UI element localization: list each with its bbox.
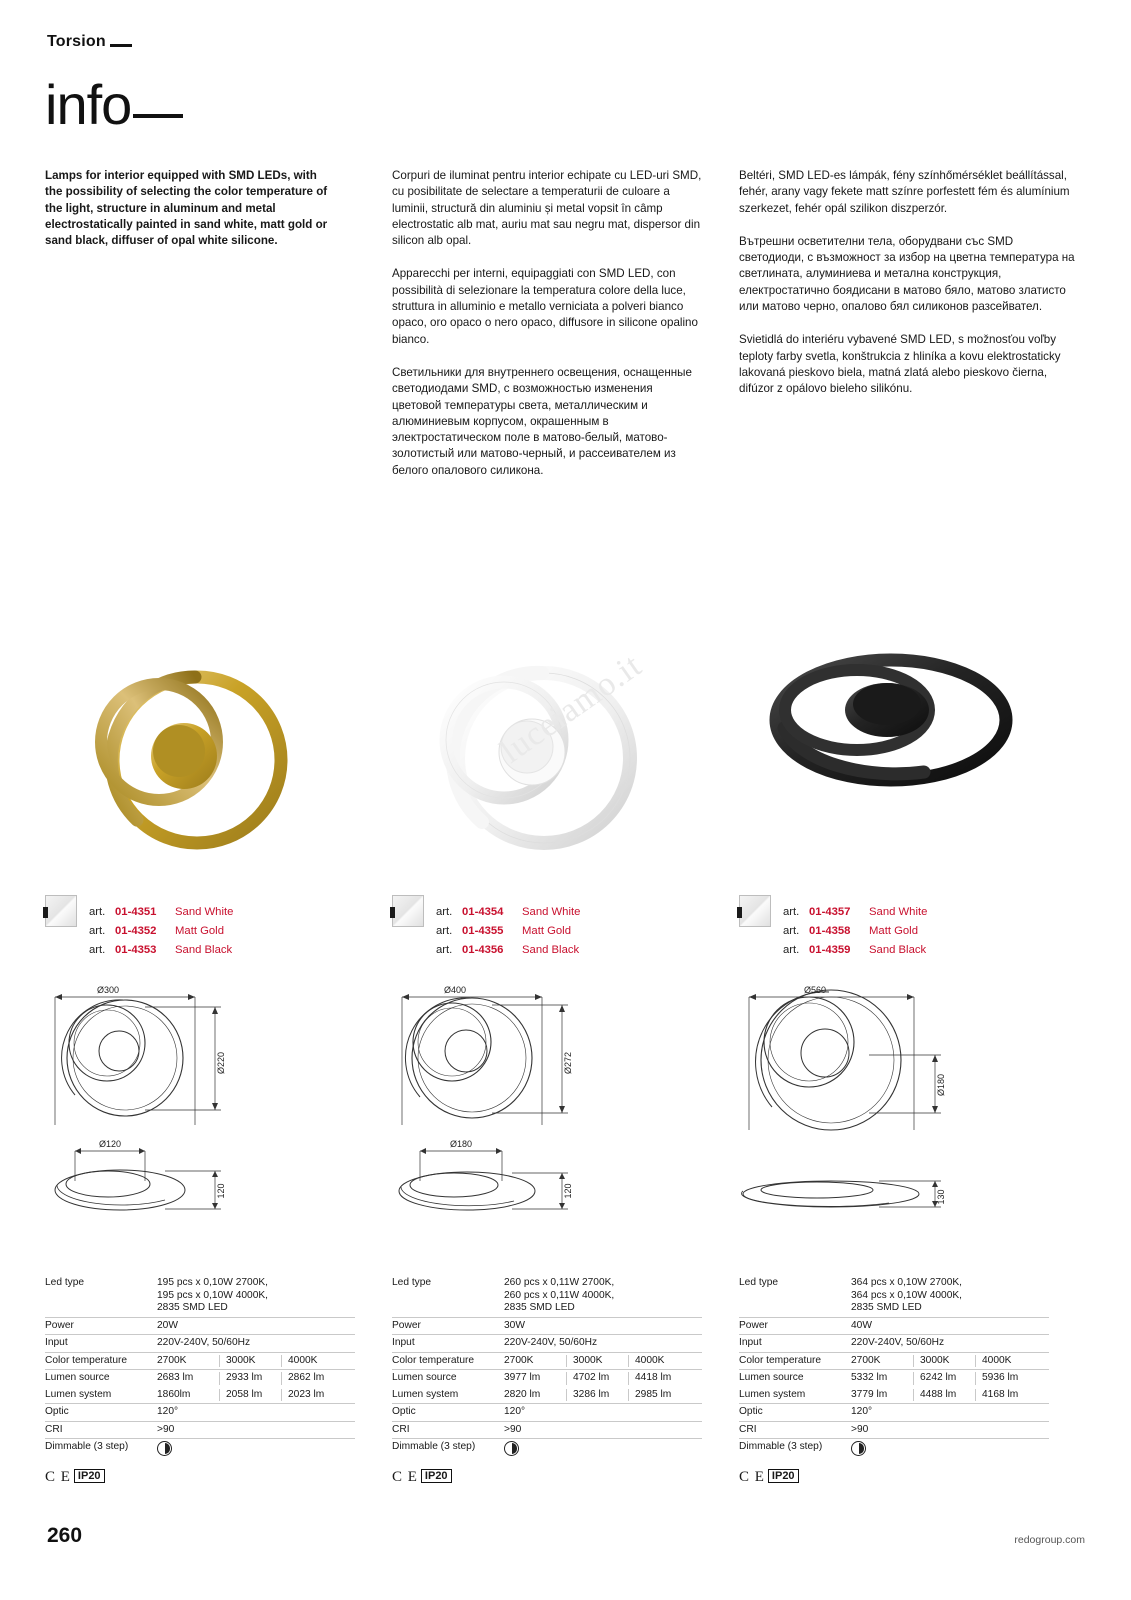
art-label: art. bbox=[89, 925, 106, 937]
lumen-system-value: 2058 lm bbox=[219, 1389, 281, 1402]
spec-value: >90 bbox=[851, 1421, 1049, 1439]
lumen-system-value: 4168 lm bbox=[975, 1389, 1037, 1402]
art-finish: Sand Black bbox=[522, 944, 580, 956]
art-code: 01-4356 bbox=[462, 944, 504, 956]
description-paragraph: Apparecchi per interni, equipaggiati con SMD LED, con possibilità di selezionare la temperatura colore della luce, struttura in alluminio e metallo verniciata a polveri bianco opaco, oro opaco o nero opaco, diffusore in silicone opalino bianco. bbox=[392, 267, 698, 346]
brand-dash bbox=[110, 44, 132, 47]
led-type-line: 364 pcs x 0,10W 4000K, bbox=[851, 1289, 962, 1301]
art-label: art. bbox=[89, 944, 106, 956]
dim-label: Ø560 bbox=[803, 985, 827, 995]
art-code: 01-4358 bbox=[809, 925, 851, 937]
spec-label: Led type bbox=[392, 1275, 504, 1317]
lumen-source-value: 2933 lm bbox=[219, 1372, 281, 1385]
color-temp-value: 2700K bbox=[504, 1354, 534, 1366]
spec-label: CRI bbox=[392, 1421, 504, 1439]
lumen-system-value: 2985 lm bbox=[628, 1389, 690, 1402]
spec-value: 40W bbox=[851, 1317, 1049, 1335]
dim-label: Ø180 bbox=[936, 1073, 946, 1097]
art-finish: Sand White bbox=[175, 906, 234, 918]
dim-label: Ø300 bbox=[96, 985, 120, 995]
lumen-system-value: 3779 lm bbox=[851, 1388, 888, 1400]
spec-value bbox=[504, 1387, 702, 1404]
spec-label: Color temperature bbox=[45, 1352, 157, 1370]
art-code-row bbox=[89, 922, 233, 941]
lumen-system-value: 2023 lm bbox=[281, 1389, 343, 1402]
spec-value bbox=[157, 1275, 355, 1317]
spec-label: Optic bbox=[45, 1404, 157, 1422]
finish-swatch-icon bbox=[45, 895, 77, 927]
spec-value bbox=[851, 1275, 1049, 1317]
lumen-source-value: 6242 lm bbox=[913, 1372, 975, 1385]
spec-row-power bbox=[45, 1317, 355, 1335]
lumen-system-value: 2820 lm bbox=[504, 1388, 541, 1400]
spec-value bbox=[851, 1352, 1049, 1370]
dimmable-icon bbox=[504, 1441, 519, 1456]
spec-value: 20W bbox=[157, 1317, 355, 1335]
certification-marks bbox=[392, 1469, 702, 1486]
finish-swatch-icon bbox=[392, 895, 424, 927]
dim-label: Ø120 bbox=[98, 1139, 122, 1149]
art-finish: Matt Gold bbox=[869, 925, 918, 937]
spec-value bbox=[157, 1387, 355, 1404]
spec-label: Led type bbox=[739, 1275, 851, 1317]
spec-label: Optic bbox=[392, 1404, 504, 1422]
dim-label: 130 bbox=[936, 1189, 946, 1205]
spec-row-dimmable bbox=[392, 1439, 702, 1460]
art-finish: Sand White bbox=[869, 906, 928, 918]
spec-value bbox=[851, 1439, 1049, 1460]
art-finish: Matt Gold bbox=[522, 925, 571, 937]
spec-row-led-type bbox=[739, 1275, 1049, 1317]
spec-table-product-3 bbox=[739, 1275, 1049, 1486]
spec-label: Color temperature bbox=[392, 1352, 504, 1370]
product-image-black bbox=[739, 600, 1039, 890]
led-type-line: 2835 SMD LED bbox=[504, 1302, 575, 1313]
lumen-source-value: 4418 lm bbox=[628, 1372, 690, 1385]
art-finish: Matt Gold bbox=[175, 925, 224, 937]
ip-rating: IP20 bbox=[421, 1469, 452, 1483]
spec-row-optic bbox=[45, 1404, 355, 1422]
ip-rating: IP20 bbox=[74, 1469, 105, 1483]
ip-rating: IP20 bbox=[768, 1469, 799, 1483]
description-column-en bbox=[45, 168, 335, 264]
spec-label: Optic bbox=[739, 1404, 851, 1422]
spec-value: 30W bbox=[504, 1317, 702, 1335]
lumen-system-value: 1860lm bbox=[157, 1388, 191, 1400]
ce-mark: C E bbox=[739, 1468, 765, 1485]
art-code-row bbox=[89, 903, 233, 922]
spec-label: Dimmable (3 step) bbox=[45, 1441, 129, 1452]
spec-row-lumen-system bbox=[739, 1387, 1049, 1404]
spec-label: Lumen system bbox=[739, 1387, 851, 1404]
spec-row-lumen-system bbox=[45, 1387, 355, 1404]
art-code: 01-4353 bbox=[115, 944, 157, 956]
spec-row-color-temperature bbox=[739, 1352, 1049, 1370]
spec-value: 220V-240V, 50/60Hz bbox=[851, 1335, 1049, 1353]
spec-table-product-1 bbox=[45, 1275, 355, 1486]
art-code: 01-4359 bbox=[809, 944, 851, 956]
description-paragraph: Lamps for interior equipped with SMD LEDs, with the possibility of selecting the color temperature of the light, structure in aluminum and metal electrostatically painted in sand white, matt gold or sand black, diffuser of opal white silicone. bbox=[45, 169, 328, 248]
lumen-system-value: 3286 lm bbox=[566, 1389, 628, 1402]
spec-label: Input bbox=[739, 1335, 851, 1353]
spec-row-lumen-source bbox=[45, 1370, 355, 1387]
page-number: 260 bbox=[47, 1524, 83, 1547]
art-codes-product-1 bbox=[45, 903, 233, 960]
spec-value bbox=[851, 1387, 1049, 1404]
lumen-source-value: 3977 lm bbox=[504, 1372, 541, 1383]
art-label: art. bbox=[783, 925, 800, 937]
spec-value: 220V-240V, 50/60Hz bbox=[157, 1335, 355, 1353]
art-finish: Sand Black bbox=[175, 944, 233, 956]
description-column-mid bbox=[392, 168, 702, 496]
art-code-row bbox=[783, 922, 927, 941]
art-code: 01-4352 bbox=[115, 925, 157, 937]
led-type-line: 260 pcs x 0,11W 2700K, bbox=[504, 1277, 615, 1288]
art-label: art. bbox=[436, 906, 453, 918]
watermark: luceiamo.it bbox=[493, 646, 649, 771]
spec-value: >90 bbox=[157, 1421, 355, 1439]
spec-label: Power bbox=[392, 1317, 504, 1335]
description-paragraph: Svietidlá do interiéru vybavené SMD LED, s možnosťou voľby teploty farby svetla, konštrukcia z hliníka a kovu elektrostaticky lakovaná pieskovo biela, matná zlatá alebo pieskovo čierna, difúzor z opálovo bieleho silikónu. bbox=[739, 333, 1061, 396]
spec-value bbox=[157, 1439, 355, 1460]
color-temp-value: 3000K bbox=[913, 1355, 975, 1368]
dim-label: 120 bbox=[563, 1183, 573, 1199]
spec-value: 120° bbox=[157, 1404, 355, 1422]
certification-marks bbox=[45, 1469, 355, 1486]
art-code: 01-4351 bbox=[115, 906, 157, 918]
lumen-source-value: 2683 lm bbox=[157, 1372, 194, 1383]
art-code-row bbox=[436, 922, 580, 941]
color-temp-value: 2700K bbox=[851, 1354, 881, 1366]
spec-table-product-2 bbox=[392, 1275, 702, 1486]
art-code: 01-4354 bbox=[462, 906, 504, 918]
dim-label: Ø400 bbox=[443, 985, 467, 995]
finish-swatch-icon bbox=[739, 895, 771, 927]
spec-value bbox=[157, 1352, 355, 1370]
spec-row-cri bbox=[392, 1421, 702, 1439]
spec-label: Lumen system bbox=[392, 1387, 504, 1404]
dimmable-icon bbox=[157, 1441, 172, 1456]
lumen-system-value: 4488 lm bbox=[913, 1389, 975, 1402]
dim-label: 120 bbox=[216, 1183, 226, 1199]
spec-value bbox=[504, 1370, 702, 1387]
art-code-row bbox=[783, 941, 927, 960]
website-url: redogroup.com bbox=[1014, 1534, 1085, 1546]
spec-row-dimmable bbox=[45, 1439, 355, 1460]
product-photos bbox=[0, 600, 1131, 900]
art-label: art. bbox=[783, 906, 800, 918]
spec-row-lumen-source bbox=[739, 1370, 1049, 1387]
brand-label: Torsion bbox=[47, 33, 106, 50]
spec-row-lumen-source bbox=[392, 1370, 702, 1387]
description-paragraph: Вътрешни осветителни тела, оборудвани със SMD светодиоди, с възможност за избор на цветна температура на светлината, алуминиева и метална конструкция, електростатично боядисани в матово бяло, матово златисто или матово черно, опалово бял силиконов разсейвател. bbox=[739, 234, 1075, 314]
art-finish: Sand White bbox=[522, 906, 581, 918]
lumen-source-value: 5936 lm bbox=[975, 1372, 1037, 1385]
art-label: art. bbox=[89, 906, 106, 918]
led-type-line: 195 pcs x 0,10W 4000K, bbox=[157, 1289, 268, 1301]
spec-value: 120° bbox=[504, 1404, 702, 1422]
description-paragraph: Corpuri de iluminat pentru interior echipate cu LED-uri SMD, cu posibilitate de selectare a temperaturii de culoare a luminii, structură din aluminiu și metal vopsit în câmp electrostatic alb mat, auriu mat sau negru mat, dispersor din silicon alb opal. bbox=[392, 169, 702, 248]
brand-name bbox=[47, 33, 132, 51]
spec-value bbox=[504, 1439, 702, 1460]
art-code-row bbox=[436, 941, 580, 960]
art-label: art. bbox=[436, 925, 453, 937]
color-temp-value: 3000K bbox=[566, 1355, 628, 1368]
description-column-right bbox=[739, 168, 1079, 415]
spec-label: Power bbox=[739, 1317, 851, 1335]
spec-row-power bbox=[739, 1317, 1049, 1335]
spec-label: Power bbox=[45, 1317, 157, 1335]
spec-row-input bbox=[739, 1335, 1049, 1353]
spec-row-color-temperature bbox=[45, 1352, 355, 1370]
spec-row-optic bbox=[392, 1404, 702, 1422]
spec-row-led-type bbox=[45, 1275, 355, 1317]
color-temp-value: 2700K bbox=[157, 1354, 187, 1366]
lumen-source-value: 5332 lm bbox=[851, 1372, 888, 1383]
dim-label: Ø180 bbox=[449, 1139, 473, 1149]
art-finish: Sand Black bbox=[869, 944, 927, 956]
spec-row-optic bbox=[739, 1404, 1049, 1422]
art-label: art. bbox=[783, 944, 800, 956]
art-code-row bbox=[783, 903, 927, 922]
product-image-white bbox=[392, 600, 692, 890]
spec-row-input bbox=[392, 1335, 702, 1353]
spec-label: Lumen source bbox=[392, 1372, 457, 1383]
ce-mark: C E bbox=[45, 1468, 71, 1485]
technical-drawings bbox=[0, 985, 1131, 1245]
spec-value bbox=[504, 1275, 702, 1317]
spec-value bbox=[851, 1370, 1049, 1387]
page-title-label: info bbox=[45, 73, 132, 136]
lumen-source-value: 2862 lm bbox=[281, 1372, 343, 1385]
technical-drawing-product-3 bbox=[739, 985, 1069, 1245]
technical-drawing-product-2 bbox=[392, 985, 722, 1245]
spec-row-cri bbox=[739, 1421, 1049, 1439]
dim-label: Ø272 bbox=[563, 1051, 573, 1075]
spec-value bbox=[157, 1370, 355, 1387]
art-code: 01-4355 bbox=[462, 925, 504, 937]
spec-label: Dimmable (3 step) bbox=[739, 1441, 823, 1452]
art-code-row bbox=[436, 903, 580, 922]
led-type-line: 2835 SMD LED bbox=[157, 1302, 228, 1313]
product-image-gold bbox=[45, 600, 345, 890]
spec-value: 220V-240V, 50/60Hz bbox=[504, 1335, 702, 1353]
color-temp-value: 4000K bbox=[975, 1355, 1037, 1368]
art-code-row bbox=[89, 941, 233, 960]
art-codes-product-3 bbox=[739, 903, 927, 960]
spec-label: Lumen system bbox=[45, 1387, 157, 1404]
spec-label: Lumen source bbox=[739, 1372, 804, 1383]
ce-mark: C E bbox=[392, 1468, 418, 1485]
technical-drawing-product-1 bbox=[45, 985, 375, 1245]
spec-value bbox=[504, 1352, 702, 1370]
spec-row-led-type bbox=[392, 1275, 702, 1317]
led-type-line: 260 pcs x 0,11W 4000K, bbox=[504, 1289, 615, 1301]
color-temp-value: 4000K bbox=[281, 1355, 343, 1368]
spec-label: Lumen source bbox=[45, 1372, 110, 1383]
spec-row-input bbox=[45, 1335, 355, 1353]
spec-label: CRI bbox=[739, 1421, 851, 1439]
spec-label: CRI bbox=[45, 1421, 157, 1439]
page-title bbox=[45, 72, 183, 137]
spec-row-cri bbox=[45, 1421, 355, 1439]
spec-label: Input bbox=[392, 1335, 504, 1353]
spec-row-lumen-system bbox=[392, 1387, 702, 1404]
spec-value: 120° bbox=[851, 1404, 1049, 1422]
spec-row-power bbox=[392, 1317, 702, 1335]
art-code: 01-4357 bbox=[809, 906, 851, 918]
description-paragraph: Beltéri, SMD LED-es lámpák, fény színhőmérséklet beállítással, fehér, arany vagy fekete matt színre porfestett fém és alumínium szerkezet, fehér opál szilikon diszperzór. bbox=[739, 169, 1070, 215]
led-type-line: 2835 SMD LED bbox=[851, 1302, 922, 1313]
spec-value: >90 bbox=[504, 1421, 702, 1439]
art-label: art. bbox=[436, 944, 453, 956]
certification-marks bbox=[739, 1469, 1049, 1486]
spec-label: Dimmable (3 step) bbox=[392, 1441, 476, 1452]
spec-label: Color temperature bbox=[739, 1352, 851, 1370]
title-dash bbox=[133, 114, 183, 118]
dim-label: Ø220 bbox=[216, 1051, 226, 1075]
spec-label: Led type bbox=[45, 1275, 157, 1317]
color-temp-value: 4000K bbox=[628, 1355, 690, 1368]
spec-row-color-temperature bbox=[392, 1352, 702, 1370]
spec-row-dimmable bbox=[739, 1439, 1049, 1460]
dimmable-icon bbox=[851, 1441, 866, 1456]
led-type-line: 195 pcs x 0,10W 2700K, bbox=[157, 1277, 268, 1288]
lumen-source-value: 4702 lm bbox=[566, 1372, 628, 1385]
art-codes-product-2 bbox=[392, 903, 580, 960]
color-temp-value: 3000K bbox=[219, 1355, 281, 1368]
description-paragraph: Светильники для внутреннего освещения, оснащенные светодиодами SMD, с возможностью изменения цветовой температуры света, металлическим и алюминиевым корпусом, окрашенным в электростатическом поле в матово-белый, матово-золотистый или матово-черный, и рассеивателем из белого опалового силикона. bbox=[392, 365, 692, 477]
spec-label: Input bbox=[45, 1335, 157, 1353]
led-type-line: 364 pcs x 0,10W 2700K, bbox=[851, 1277, 962, 1288]
